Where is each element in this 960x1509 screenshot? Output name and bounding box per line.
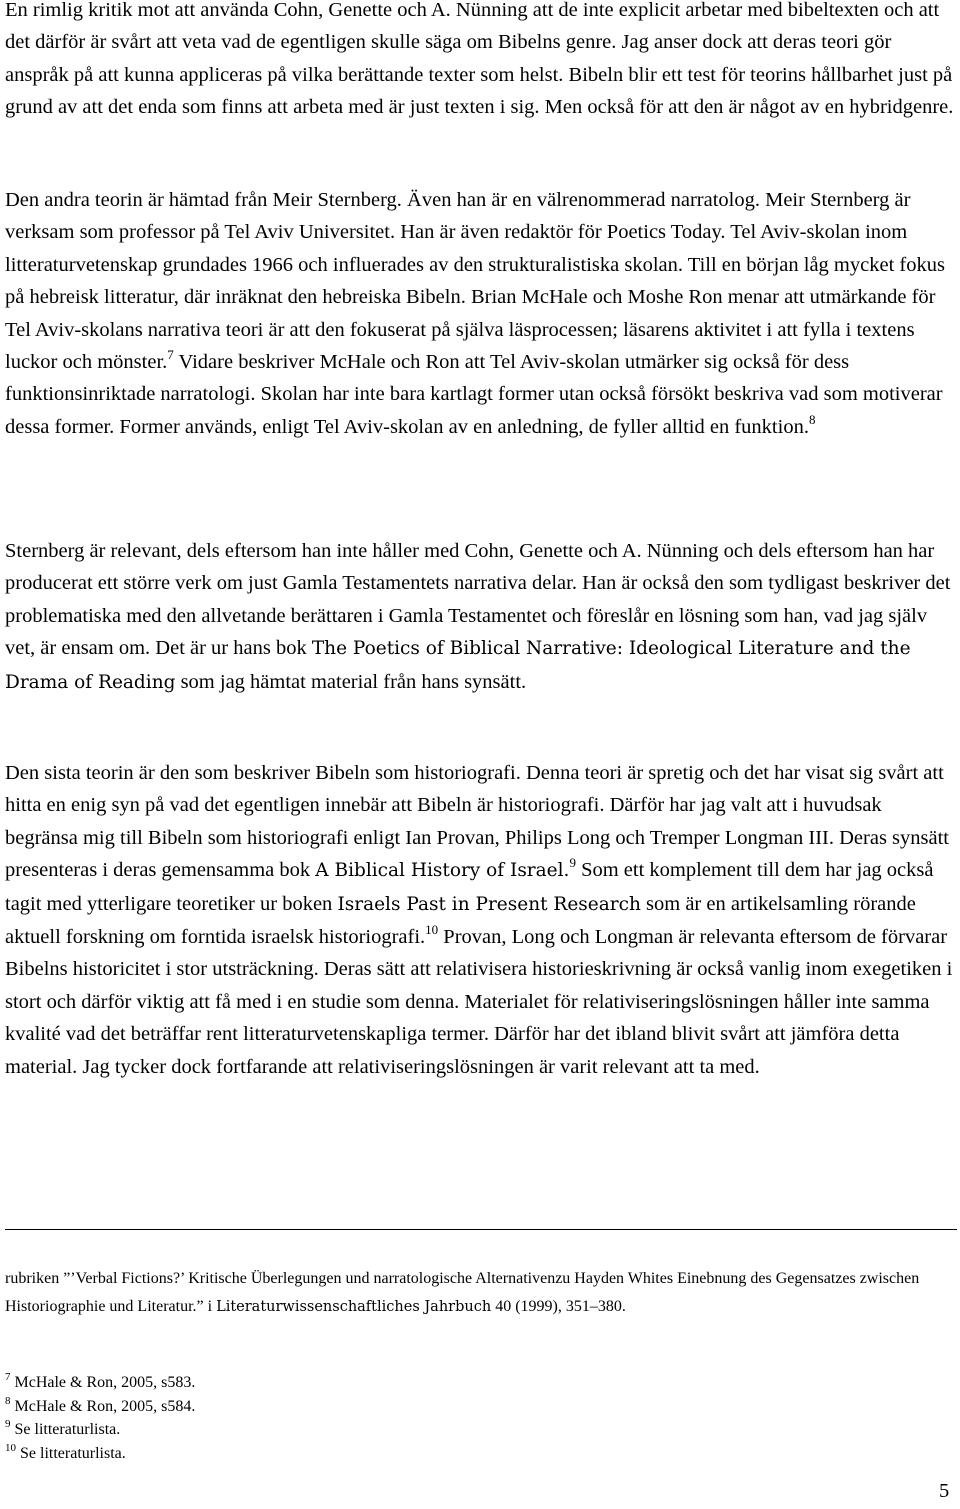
paragraph-sternberg-relevance (5, 535, 955, 699)
footnote-number: 9 (5, 1418, 11, 1430)
paragraph-critique (5, 0, 955, 124)
footnote-ref[interactable]: 9 (569, 855, 576, 871)
paragraph-historiography (5, 757, 955, 1083)
footnote-text: McHale & Ron, 2005, s584. (10, 1397, 196, 1415)
paragraph-text: Den sista teorin är den som beskriver Bibeln som historiografi. Denna teori är spretig och det har visat sig svårt att hitta en enig syn på vad det egentligen innebär att Bibeln är historiografi. Därför har jag valt att i huvudsak begränsa mig till Bibeln som historiografi enligt Ian Provan, Philips Long och Tremper Longman III. Deras synsätt presenteras i deras gemensamma bok (5, 762, 950, 882)
footnote-text: Se litteraturlista. (10, 1421, 121, 1438)
footnote-text: McHale & Ron, 2005, s583. (10, 1374, 196, 1391)
footnote-number: 8 (5, 1394, 11, 1407)
footnote-item (5, 1395, 605, 1419)
footnote-ref[interactable]: 10 (425, 922, 439, 938)
paragraph-text: som är en artikelsamling rörande aktuell forskning om forntida israelsk historiografi. (5, 892, 916, 949)
footnote-number: 7 (5, 1371, 11, 1383)
book-title: A Biblical History of Israel. (315, 860, 570, 882)
footnote-ref[interactable]: 8 (808, 411, 816, 427)
paragraph-text: Provan, Long och Longman är relevanta eftersom de förvarar Bibelns historicitet i stor utsträckning. Deras sätt att relativisera historieskrivning är också vanlig inom exegetiken i stort och därför viktig att få med i en studie som denna. Materialet för relativiseringslösningen håller inte samma kvalité vad det beträffar rent litteraturvetenskapliga termer. Därför har det ibland blivit svårt att jämföra detta material. Jag tycker dock fortfarande att relativiseringslösningen är varit relevant att ta med. (5, 926, 953, 1078)
paragraph-text: Som ett komplement till dem har jag också tagit med ytterligare teoretiker ur boken (5, 859, 934, 915)
footnote-item (5, 1371, 605, 1395)
footnote-item (5, 1442, 605, 1466)
paragraph-text: Vidare beskriver McHale och Ron att Tel Aviv-skolan utmärker sig också för dess funktionsinriktade narratologi. Skolan har inte bara kartlagt former utan också försökt beskriva vad som motiverar dessa former. Former används, enligt Tel Aviv-skolan av en anledning, de fyller alltid en funktion. (5, 351, 943, 438)
page-number: 5 (939, 1480, 950, 1502)
footnote-continuation (5, 1265, 955, 1321)
paragraph-sternberg-theory (5, 184, 955, 443)
footnote-item (5, 1418, 605, 1442)
journal-title: Literaturwissenschaftliches Jahrbuch (216, 1298, 492, 1315)
footnote-number: 10 (5, 1441, 16, 1454)
book-title: The Poetics of Biblical Narrative: Ideological Literature and the Drama of Reading (5, 638, 911, 693)
paragraph-text: som jag hämtat material från hans synsätt. (175, 670, 527, 693)
paragraph-text: En rimlig kritik mot att använda Cohn, Genette och A. Nünning att de inte explicit arbetar med bibeltexten och att det därför är svårt att veta vad de egentligen skulle säga om Bibelns genre. Jag anser dock att deras teori gör anspråk på att kunna appliceras på vilka berättande texter som helst. Bibeln blir ett test för teorins hållbarhet just på grund av att det enda som finns att arbeta med är just texten i sig. Men också för att den är något av en hybridgenre. (5, 0, 954, 119)
footnote-separator (5, 1229, 957, 1230)
footnote-text: rubriken ”’Verbal Fictions?’ Kritische Überlegungen und narratologische Alternativenzu Hayden Whites Einebnung des Gegensatzes zwischen Historiographie und Literatur.” i (5, 1270, 920, 1315)
paragraph-text: Den andra teorin är hämtad från Meir Sternberg. Även han är en välrenommerad narratolog. Meir Sternberg är verksam som professor på Tel Aviv Universitet. Han är även redaktör för Poetics Today. Tel Aviv-skolan inom litteraturvetenskap grundades 1966 och influerades av den strukturalistiska skolan. Till en början låg mycket fokus på hebreisk litteratur, där inräknat den hebreiska Bibeln. Brian McHale och Moshe Ron menar att utmärkande för Tel Aviv-skolans narrativa teori är att den fokuserat på själva läsprocessen; läsarens aktivitet i att fylla i textens luckor och mönster. (5, 189, 945, 374)
footnote-text: Se litteraturlista. (16, 1444, 126, 1462)
paragraph-text: Sternberg är relevant, dels eftersom han inte håller med Cohn, Genette och A. Nünning och dels eftersom han har producerat ett större verk om just Gamla Testamentets narrativa delar. Han är också den som tydligast beskriver det problematiska med den allvetande berättaren i Gamla Testamentet och föreslår en lösning som han, vad jag själv vet, är ensam om. Det är ur hans bok (5, 540, 951, 660)
footnote-ref[interactable]: 7 (167, 347, 174, 363)
footnote-text: 40 (1999), 351–380. (491, 1297, 626, 1315)
book-title: Israels Past in Present Research (337, 893, 641, 915)
footnote-list (5, 1371, 605, 1465)
